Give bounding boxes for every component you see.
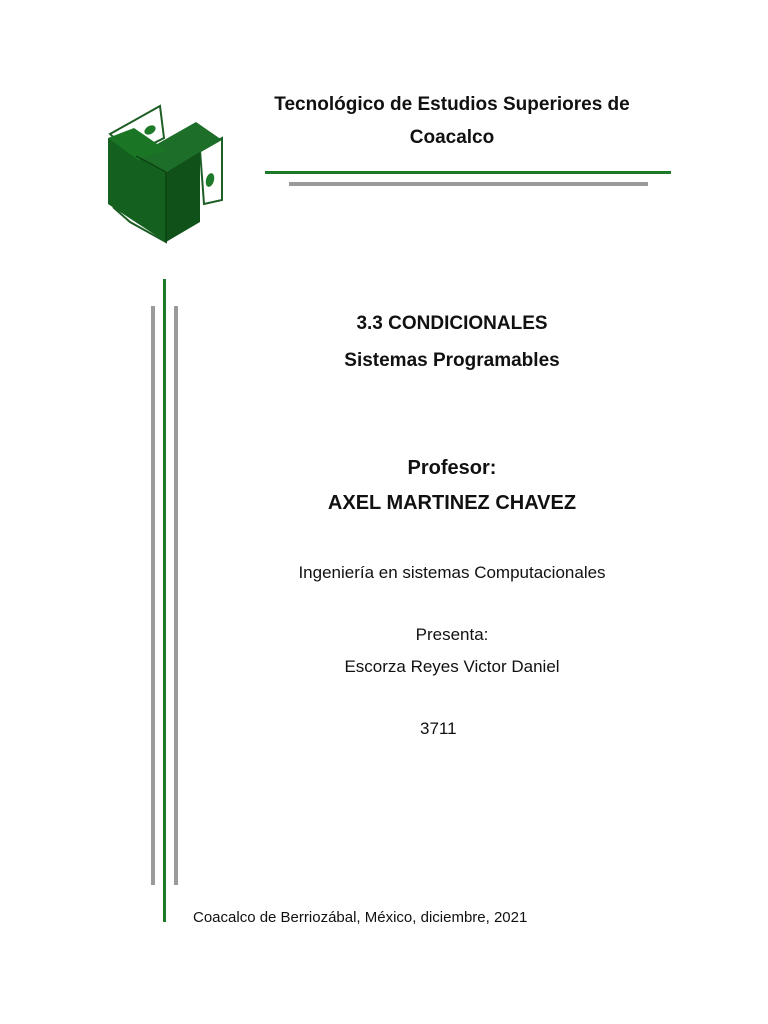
career-name: Ingeniería en sistemas Computacionales: [298, 563, 606, 582]
subject-name: Sistemas Programables: [344, 350, 560, 371]
header-green-rule: [265, 171, 671, 174]
subject-code: 3.3 CONDICIONALES: [356, 313, 548, 334]
institution-line-1: Tecnológico de Estudios Superiores de: [274, 94, 630, 115]
left-gray-rule: [151, 306, 155, 885]
left-green-rule: [163, 279, 166, 922]
presenter-label: Presenta:: [415, 625, 489, 644]
left-gray-rule-inner: [174, 306, 178, 885]
professor-name: AXEL MARTINEZ CHAVEZ: [327, 492, 577, 514]
presenter-name: Escorza Reyes Victor Daniel: [344, 657, 560, 676]
institution-line-2: Coacalco: [409, 127, 495, 148]
header-gray-rule: [289, 182, 648, 186]
place-and-date: Coacalco de Berriozábal, México, diciembre, 2021: [193, 909, 528, 926]
professor-label: Profesor:: [407, 457, 497, 479]
group-number: 3711: [420, 719, 457, 738]
tesco-logo-icon: [104, 104, 226, 244]
institution-name: [250, 88, 654, 154]
